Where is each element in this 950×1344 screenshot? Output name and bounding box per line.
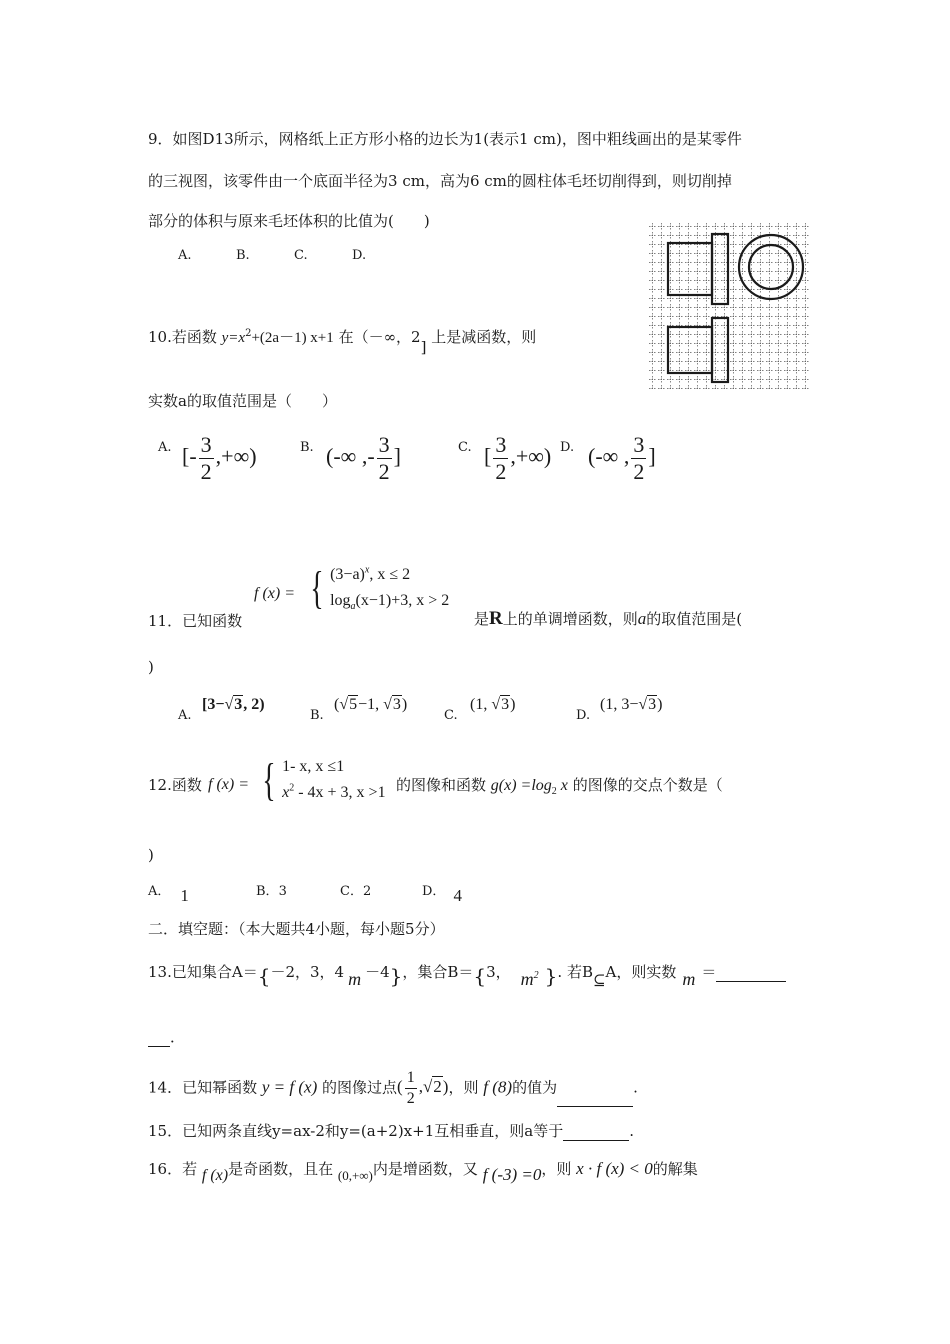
q10-line1 [148, 326, 537, 356]
q10-option-b [326, 434, 401, 483]
q11-case2-log: log [330, 591, 351, 609]
q13-setB-m [521, 969, 539, 989]
q12-d-label: D． [422, 884, 446, 899]
q12-gx-base: 2 [551, 786, 557, 797]
q10-d-den: 2 [633, 459, 645, 484]
q10-option-d [588, 434, 656, 483]
q10-d-pre: (-∞ , [588, 443, 630, 469]
q13-answer-blank-cont[interactable] [148, 1046, 170, 1047]
q11-d-post: ) [657, 696, 663, 713]
q11-case1-base: (3−a) [330, 566, 365, 583]
q12-a-value: 1 [180, 886, 189, 905]
q11-suffix-mid: 上的单调增函数，则 [502, 610, 638, 628]
q14-prefix: 14．已知幂函数 [148, 1078, 258, 1097]
q10-d-frac [631, 434, 646, 483]
q10-func: y=x [221, 330, 246, 346]
q13-setB: 3， [486, 963, 511, 981]
q11-option-b-label: B. [310, 708, 324, 723]
q12-gx-x: x [556, 777, 568, 794]
q11-a-post: , 2) [243, 696, 265, 713]
q9-line3: 部分的体积与原来毛坯体积的比值为( ) [148, 212, 430, 230]
q10-a-post: ,+∞) [215, 443, 257, 469]
q14-frac [405, 1070, 417, 1107]
q14-point-comma: , [418, 1077, 423, 1097]
q15-tail: . [629, 1122, 634, 1140]
q11-case2 [330, 588, 449, 615]
q11-option-b: (√5−1, √3) [334, 696, 408, 713]
q14-f8: f (8) [483, 1077, 513, 1097]
q14-rad: 2 [433, 1077, 442, 1097]
q10-option-d-label: D. [560, 440, 575, 455]
q14-frac-den: 2 [406, 1090, 415, 1107]
q10-prefix: 10.若函数 [148, 328, 217, 346]
q10-a-pre: [- [182, 443, 197, 469]
q13-brace-open-a: { [257, 964, 271, 988]
q14-mid: 的图像过点 [322, 1078, 398, 1097]
q11-brace-box [306, 562, 449, 615]
q12-cases [282, 754, 385, 805]
q12-option-b [256, 880, 287, 899]
q15-text: 15．已知两条直线y=ax-2和y=(a+2)x+1互相垂直，则a等于 [148, 1122, 564, 1140]
q12-b-value: 3 [278, 884, 287, 899]
q11-b-rad1: 5 [349, 696, 358, 713]
q11-option-a: [3−√3, 2) [202, 696, 265, 713]
q10-suffix: 上是减函数，则 [431, 328, 537, 346]
q12-mid [396, 774, 723, 797]
q16-suffix: 的解集 [652, 1160, 698, 1178]
q9-option-d: D. [352, 248, 367, 263]
q10-c-pre: [ [484, 443, 492, 469]
q11-c-rad: 3 [501, 696, 510, 713]
q14-tail: . [633, 1078, 638, 1097]
q13-answer-blank[interactable] [716, 981, 786, 982]
q10-interval: 在（－∞，2 [338, 328, 421, 346]
q11-a-rad: 3 [234, 696, 243, 713]
q10-option-b-label: B. [300, 440, 314, 455]
q13-setA: －2，3，4 [270, 963, 345, 981]
q13-setA-m: m [348, 969, 362, 989]
q12-fx: f (x) = [208, 776, 249, 793]
q14-func: y = f (x) [261, 1077, 318, 1097]
q13-blank-tail [148, 1026, 185, 1047]
q10-interval-close: ] [420, 338, 427, 356]
q13-tail: ． [170, 1028, 186, 1046]
q13-eq: ＝ [701, 963, 717, 981]
q10-option-a [182, 434, 257, 483]
q11-b-pre: ( [334, 696, 340, 713]
q11-option-c: (1, √3) [470, 696, 516, 713]
q10-b-den: 2 [378, 459, 390, 484]
q16-mid2: 内是增函数，又 [372, 1160, 478, 1178]
q12-option-a [148, 880, 189, 905]
q12-suffix: 的图像的交点个数是（ [572, 776, 723, 794]
q10-c-post: ,+∞) [510, 443, 552, 469]
q10-d-post: ] [648, 443, 656, 469]
q11-a-pre: [3− [202, 696, 225, 713]
q11-prefix: 11．已知函数 [148, 612, 243, 630]
q16-cond: f (-3) =0 [482, 1165, 542, 1184]
q14-suffix: 的值为 [512, 1078, 558, 1097]
q10-option-c [484, 434, 551, 483]
q11-brace: { [310, 562, 324, 614]
q13-suffix: . 若B [557, 963, 593, 981]
q12-case2 [282, 780, 385, 806]
q10-option-a-label: A. [158, 440, 172, 455]
q10-line2: 实数a的取值范围是（ ） [148, 392, 337, 410]
q9-option-c: C. [294, 248, 308, 263]
q13-brace-close-a: } [389, 964, 403, 988]
q10-func-mid: +(2a－1) x+1 [251, 330, 334, 346]
q11-option-c-label: C. [444, 708, 458, 723]
q10-a-den: 2 [200, 459, 212, 484]
q14-line [148, 1070, 638, 1107]
q12-a-label: A． [148, 884, 171, 899]
q10-b-frac [377, 434, 392, 483]
q16-mid1: 是奇函数，且在 [228, 1160, 334, 1178]
q10-a-num: 3 [200, 432, 212, 457]
q14-point-close: ) [442, 1077, 449, 1097]
q11-b-mid: −1, [358, 696, 384, 713]
q12-mid-text: 的图像和函数 [396, 776, 487, 794]
q13-brace-open-b: { [473, 964, 487, 988]
q14-frac-num: 1 [405, 1070, 417, 1089]
q13-prefix: 13.已知集合A＝ [148, 963, 258, 981]
q16-line [148, 1158, 698, 1184]
q12-piecewise [258, 754, 386, 805]
q16-ineq: x · f (x) < 0 [576, 1159, 653, 1178]
q12-case2-exp: 2 [289, 782, 295, 794]
q16-interval: (0,+∞) [337, 1168, 373, 1183]
q13-brace-close-b: } [544, 964, 558, 988]
q10-c-den: 2 [495, 459, 507, 484]
q11-case1 [330, 562, 449, 588]
q13-mid: ，集合B＝ [402, 963, 474, 981]
q10-exp: 2 [245, 328, 252, 339]
q12-option-d [422, 880, 462, 905]
q11-case2-rest: (x−1)+3, x > 2 [355, 591, 450, 609]
q10-option-c-label: C. [458, 440, 472, 455]
q11-option-d: (1, 3−√3) [600, 696, 663, 713]
q11-c-post: ) [510, 696, 516, 713]
q12-gx: g(x) =log [490, 777, 552, 794]
q11-suffix-a: a [637, 609, 647, 628]
q16-mid3: ，则 [541, 1160, 572, 1178]
q9-line2: 的三视图，该零件由一个底面半径为3 cm，高为6 cm的圆柱体毛坯切削得到，则切削掉 [148, 172, 732, 190]
q12-case2-rest: - 4x + 3, x >1 [294, 783, 386, 801]
q10-b-post: ] [393, 443, 401, 469]
q14-point: ( $\frac{1}{2}$ ,√2) [397, 1069, 449, 1107]
q11-suffix-end: 的取值范围是( [646, 610, 743, 628]
q15-line [148, 1120, 634, 1141]
q14-mid2: ，则 [448, 1078, 479, 1097]
q11-suffix [474, 608, 742, 630]
q13-m: m [682, 969, 696, 989]
q13-setB-m-letter: m [520, 969, 534, 989]
q11-suffix-R: R [489, 608, 503, 629]
q14-point-open: ( [397, 1077, 403, 1097]
q13-line [148, 958, 786, 989]
q9-option-b: B. [236, 248, 250, 263]
q10-b-pre: (-∞ ,- [326, 443, 375, 469]
q11-case1-exp: x [364, 564, 370, 576]
q12-c-value: 2 [362, 884, 372, 899]
q12-d-value: 4 [453, 886, 462, 905]
q11-option-a-label: A. [178, 708, 192, 723]
q12-close: ) [148, 846, 154, 864]
q11-cases [330, 562, 449, 615]
q14-answer-blank[interactable] [557, 1106, 633, 1107]
q11-d-pre: (1, 3− [600, 696, 639, 713]
three-view-figure [648, 222, 810, 390]
q12-prefix: 12.函数 [148, 776, 202, 794]
q11-d-rad: 3 [648, 696, 657, 713]
q11-b-rad2: 3 [392, 696, 401, 713]
q11-c-pre: (1, [470, 696, 492, 713]
q10-d-num: 3 [633, 432, 645, 457]
q11-case2-base: a [350, 600, 356, 612]
q12-brace-box [258, 754, 386, 805]
q11-suffix-pre: 是 [474, 610, 490, 628]
q11-fx: f (x) = [254, 585, 295, 602]
q9-line1: 9．如图D13所示，网格纸上正方形小格的边长为1(表示1 cm)，图中粗线画出的是某零件 [148, 130, 742, 148]
q12-case1: 1- x, x ≤1 [282, 758, 345, 775]
q9-option-a: A. [178, 248, 192, 263]
section-2-title: 二．填空题：（本大题共4小题，每小题5分） [148, 920, 445, 938]
q13-setB-exp: 2 [533, 970, 539, 981]
q11-piecewise [306, 562, 449, 615]
q12-b-label: B． [256, 884, 279, 899]
q11-b-post: ) [401, 696, 408, 713]
q16-prefix: 16．若 [148, 1160, 198, 1178]
q12-option-c [340, 880, 371, 899]
q10-c-num: 3 [495, 432, 507, 457]
q11-option-d-label: D. [576, 708, 591, 723]
q10-a-frac [199, 434, 214, 483]
q11-close: ) [148, 658, 154, 676]
q11-case1-cond: , x ≤ 2 [369, 566, 411, 583]
q10-c-frac [493, 434, 508, 483]
q12-case2-x: x [282, 783, 290, 801]
q15-answer-blank[interactable] [563, 1140, 629, 1141]
q16-fx: f (x) [201, 1167, 229, 1184]
q12-brace: { [262, 753, 276, 805]
q13-subseteq: ⊆ [592, 971, 606, 989]
q13-suffix2: A，则实数 [605, 963, 677, 981]
q12-c-label: C． [340, 884, 363, 899]
q13-setA-tail: －4 [365, 963, 390, 981]
q10-b-num: 3 [378, 432, 390, 457]
